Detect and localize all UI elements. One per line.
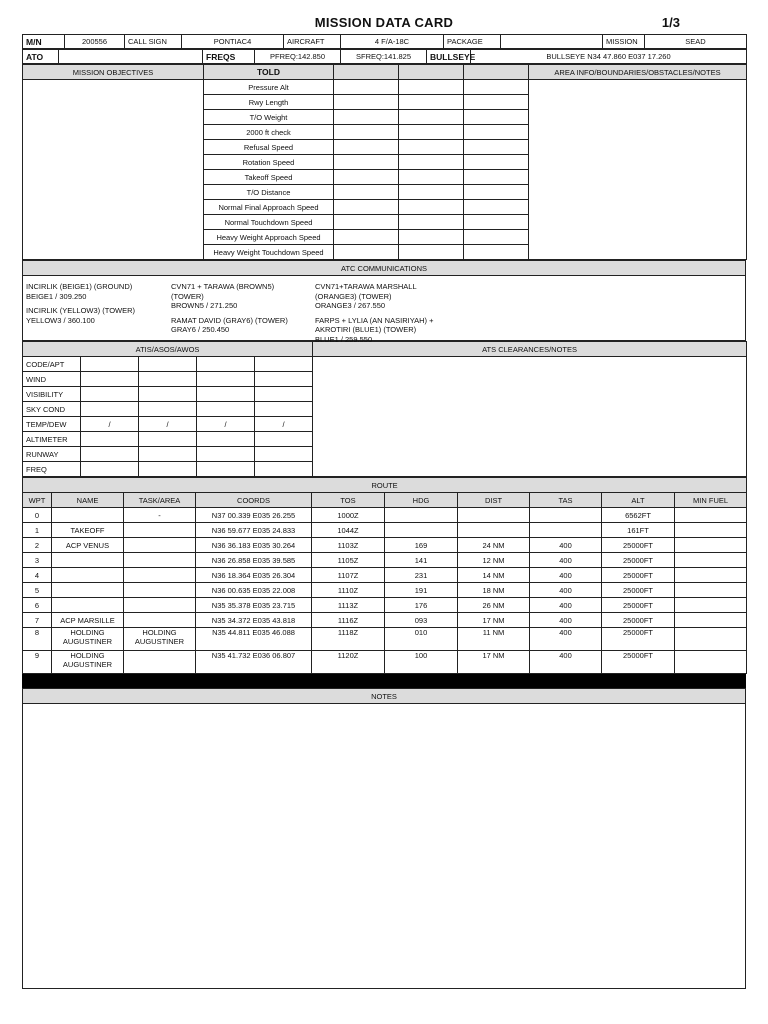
route-cell-alt[interactable]: 25000FT <box>602 583 675 598</box>
route-cell-fuel[interactable] <box>675 523 747 538</box>
route-cell-hdg[interactable]: 231 <box>385 568 458 583</box>
atc-communications <box>22 276 746 344</box>
told-value-cell[interactable] <box>464 140 529 155</box>
atc-header-table <box>22 260 746 276</box>
ato-label: ATO <box>23 50 59 64</box>
route-cell-coords[interactable]: N35 44.811 E035 46.088 <box>196 628 312 651</box>
atis-row-label: CODE/APT <box>23 357 81 372</box>
route-cell-alt[interactable]: 25000FT <box>602 553 675 568</box>
mission-objectives-area[interactable] <box>23 80 204 260</box>
atc-line: (ORANGE3) (TOWER) <box>315 291 392 301</box>
told-value-cell[interactable] <box>464 230 529 245</box>
route-cell-tas[interactable]: 400 <box>530 628 602 651</box>
told-value-cell[interactable] <box>334 185 399 200</box>
atis-row-label: FREQ <box>23 462 81 477</box>
route-column-header: NAME <box>52 493 124 508</box>
route-cell-hdg[interactable]: 100 <box>385 651 458 674</box>
atc-line: CVN71+TARAWA MARSHALL <box>315 282 417 291</box>
told-header-col <box>399 65 464 80</box>
callsign-value[interactable]: PONTIAC4 <box>182 35 284 49</box>
told-item-label: 2000 ft check <box>204 125 334 140</box>
atc-line: ORANGE3 / 267.550 <box>315 301 386 310</box>
route-cell-name[interactable] <box>52 553 124 568</box>
route-cell-coords[interactable]: N36 59.677 E035 24.833 <box>196 523 312 538</box>
route-cell-name[interactable]: HOLDING AUGUSTINER <box>52 651 124 674</box>
route-cell-hdg[interactable]: 176 <box>385 598 458 613</box>
told-value-cell[interactable] <box>399 230 464 245</box>
atis-value-cell[interactable] <box>139 432 197 447</box>
route-cell-dist[interactable]: 18 NM <box>458 583 530 598</box>
ats-header: ATS CLEARANCES/NOTES <box>313 342 747 357</box>
bullseye-label: BULLSEYE <box>427 50 471 64</box>
atis-row-label: VISIBILITY <box>23 387 81 402</box>
told-item-label: Normal Final Approach Speed <box>204 200 334 215</box>
told-value-cell[interactable] <box>399 245 464 260</box>
route-cell-tos[interactable]: 1120Z <box>312 651 385 674</box>
route-cell-task[interactable]: HOLDING AUGUSTINER <box>124 628 196 651</box>
route-cell-alt[interactable]: 25000FT <box>602 651 675 674</box>
route-row <box>23 628 747 651</box>
told-item-label: Takeoff Speed <box>204 170 334 185</box>
route-cell-hdg[interactable] <box>385 523 458 538</box>
told-item-label: Heavy Weight Touchdown Speed <box>204 245 334 260</box>
route-cell-task[interactable] <box>124 613 196 628</box>
told-value-cell[interactable] <box>399 80 464 95</box>
sfreq-value[interactable]: SFREQ:141.825 <box>341 50 427 64</box>
told-item-label: Rwy Length <box>204 95 334 110</box>
atis-row-label: SKY COND <box>23 402 81 417</box>
route-column-header: WPT <box>23 493 52 508</box>
route-cell-coords[interactable]: N35 34.372 E035 43.818 <box>196 613 312 628</box>
told-value-cell[interactable] <box>334 140 399 155</box>
route-cell-dist[interactable]: 24 NM <box>458 538 530 553</box>
told-item-label: Refusal Speed <box>204 140 334 155</box>
route-row <box>23 508 747 523</box>
route-cell-task[interactable]: - <box>124 508 196 523</box>
route-column-header: TOS <box>312 493 385 508</box>
atc-line: BLUE1 / 259.550 <box>315 334 373 344</box>
notes-header: NOTES <box>23 689 746 704</box>
told-value-cell[interactable] <box>464 170 529 185</box>
atc-column-2 <box>171 282 288 335</box>
route-cell-fuel[interactable] <box>675 568 747 583</box>
told-header-col <box>464 65 529 80</box>
atc-line: CVN71 + TARAWA (BROWN5) <box>171 282 275 291</box>
route-cell-name[interactable] <box>52 598 124 613</box>
atis-row <box>23 357 747 372</box>
route-row <box>23 553 747 568</box>
route-cell-fuel[interactable] <box>675 538 747 553</box>
mission-data-card <box>22 10 746 989</box>
route-cell-fuel[interactable] <box>675 553 747 568</box>
atis-value-cell[interactable] <box>197 432 255 447</box>
atc-header: ATC COMMUNICATIONS <box>23 261 746 276</box>
told-value-cell[interactable] <box>334 215 399 230</box>
atc-line: YELLOW3 / 360.100 <box>26 315 95 325</box>
route-cell-name[interactable]: ACP MARSILLE <box>52 613 124 628</box>
told-value-cell[interactable] <box>399 200 464 215</box>
told-value-cell[interactable] <box>334 245 399 260</box>
told-value-cell[interactable] <box>464 185 529 200</box>
notes-header-table <box>22 688 746 704</box>
aircraft-label: AIRCRAFT <box>284 35 341 49</box>
route-column-header: HDG <box>385 493 458 508</box>
atis-value-cell[interactable] <box>255 402 313 417</box>
atc-line: GRAY6 / 250.450 <box>171 325 230 334</box>
route-cell-task[interactable] <box>124 568 196 583</box>
atis-value-cell[interactable] <box>81 372 139 387</box>
atc-line: BROWN5 / 271.250 <box>171 301 238 310</box>
told-header-col <box>334 65 399 80</box>
pfreq-value[interactable]: PFREQ:142.850 <box>255 50 341 64</box>
atis-value-cell[interactable] <box>255 372 313 387</box>
route-cell-alt[interactable]: 161FT <box>602 523 675 538</box>
route-cell-task[interactable] <box>124 651 196 674</box>
atis-value-cell[interactable] <box>139 387 197 402</box>
told-value-cell[interactable] <box>464 125 529 140</box>
route-cell-tos[interactable]: 1044Z <box>312 523 385 538</box>
mission-info-table <box>22 34 747 49</box>
route-cell-coords[interactable]: N36 00.635 E035 22.008 <box>196 583 312 598</box>
atis-value-cell[interactable]: / <box>139 417 197 432</box>
atis-row-label: TEMP/DEW <box>23 417 81 432</box>
route-row <box>23 583 747 598</box>
route-header: ROUTE <box>23 478 747 493</box>
callsign-label: CALL SIGN <box>125 35 182 49</box>
atis-value-cell[interactable] <box>255 462 313 477</box>
route-cell-name[interactable]: ACP VENUS <box>52 538 124 553</box>
route-cell-hdg[interactable]: 093 <box>385 613 458 628</box>
mn-label: M/N <box>23 35 65 49</box>
route-cell-tas[interactable]: 400 <box>530 583 602 598</box>
told-value-cell[interactable] <box>464 215 529 230</box>
route-cell-wpt[interactable]: 6 <box>23 598 52 613</box>
route-cell-tas[interactable]: 400 <box>530 598 602 613</box>
atis-value-cell[interactable]: / <box>81 417 139 432</box>
package-value[interactable] <box>501 35 603 49</box>
route-cell-alt[interactable]: 25000FT <box>602 568 675 583</box>
route-cell-tos[interactable]: 1105Z <box>312 553 385 568</box>
told-value-cell[interactable] <box>334 125 399 140</box>
route-cell-name[interactable]: HOLDING AUGUSTINER <box>52 628 124 651</box>
told-value-cell[interactable] <box>399 140 464 155</box>
atis-value-cell[interactable] <box>197 357 255 372</box>
route-row <box>23 651 747 674</box>
atc-column-3 <box>315 282 434 344</box>
atc-line: (TOWER) <box>171 291 204 301</box>
told-value-cell[interactable] <box>334 155 399 170</box>
route-cell-hdg[interactable]: 010 <box>385 628 458 651</box>
route-cell-dist[interactable] <box>458 523 530 538</box>
route-cell-tas[interactable] <box>530 523 602 538</box>
told-value-cell[interactable] <box>334 95 399 110</box>
route-cell-hdg[interactable] <box>385 508 458 523</box>
route-row <box>23 523 747 538</box>
told-value-cell[interactable] <box>334 200 399 215</box>
route-cell-wpt[interactable]: 3 <box>23 553 52 568</box>
told-row <box>23 80 747 95</box>
route-cell-wpt[interactable]: 8 <box>23 628 52 651</box>
route-column-header: DIST <box>458 493 530 508</box>
route-cell-dist[interactable] <box>458 508 530 523</box>
route-cell-dist[interactable]: 12 NM <box>458 553 530 568</box>
ats-clearances-area[interactable] <box>313 357 747 477</box>
atis-value-cell[interactable] <box>197 387 255 402</box>
atis-value-cell[interactable] <box>255 387 313 402</box>
route-column-header: TAS <box>530 493 602 508</box>
notes-area[interactable] <box>22 704 746 989</box>
told-item-label: Normal Touchdown Speed <box>204 215 334 230</box>
told-value-cell[interactable] <box>399 185 464 200</box>
route-cell-task[interactable] <box>124 553 196 568</box>
told-value-cell[interactable] <box>464 95 529 110</box>
atis-value-cell[interactable] <box>81 462 139 477</box>
atis-row-label: ALTIMETER <box>23 432 81 447</box>
route-cell-fuel[interactable] <box>675 613 747 628</box>
route-cell-fuel[interactable] <box>675 651 747 674</box>
told-value-cell[interactable] <box>399 215 464 230</box>
route-cell-tos[interactable]: 1000Z <box>312 508 385 523</box>
route-cell-tos[interactable]: 1113Z <box>312 598 385 613</box>
route-cell-tas[interactable]: 400 <box>530 568 602 583</box>
route-cell-wpt[interactable]: 5 <box>23 583 52 598</box>
mission-label: MISSION <box>603 35 645 49</box>
route-cell-hdg[interactable]: 141 <box>385 553 458 568</box>
bullseye-value[interactable]: BULLSEYE N34 47.860 E037 17.260 <box>471 50 747 64</box>
route-cell-alt[interactable]: 25000FT <box>602 628 675 651</box>
route-cell-name[interactable]: TAKEOFF <box>52 523 124 538</box>
route-cell-task[interactable] <box>124 583 196 598</box>
atc-line: INCIRLIK (YELLOW3) (TOWER) <box>26 306 136 315</box>
route-row <box>23 568 747 583</box>
title-row <box>22 10 746 34</box>
route-cell-task[interactable] <box>124 523 196 538</box>
atc-line: FARPS + LYLIA (AN NASIRIYAH) + <box>315 315 434 325</box>
route-cell-dist[interactable]: 14 NM <box>458 568 530 583</box>
route-cell-name[interactable] <box>52 508 124 523</box>
route-cell-fuel[interactable] <box>675 628 747 651</box>
atc-line: RAMAT DAVID (GRAY6) (TOWER) <box>171 315 288 325</box>
route-column-header: COORDS <box>196 493 312 508</box>
route-row <box>23 613 747 628</box>
atis-value-cell[interactable] <box>139 372 197 387</box>
route-cell-fuel[interactable] <box>675 583 747 598</box>
route-cell-dist[interactable]: 17 NM <box>458 613 530 628</box>
route-cell-tas[interactable]: 400 <box>530 613 602 628</box>
divider-bar <box>22 674 746 688</box>
route-cell-wpt[interactable]: 9 <box>23 651 52 674</box>
ato-value[interactable] <box>59 50 203 64</box>
told-value-cell[interactable] <box>464 245 529 260</box>
route-cell-wpt[interactable]: 1 <box>23 523 52 538</box>
route-cell-wpt[interactable]: 7 <box>23 613 52 628</box>
told-value-cell[interactable] <box>334 110 399 125</box>
route-cell-alt[interactable]: 25000FT <box>602 613 675 628</box>
route-cell-tas[interactable] <box>530 508 602 523</box>
atis-value-cell[interactable] <box>81 432 139 447</box>
route-column-header: TASK/AREA <box>124 493 196 508</box>
told-item-label: Pressure Alt <box>204 80 334 95</box>
told-header: TOLD <box>204 65 334 80</box>
told-value-cell[interactable] <box>464 110 529 125</box>
atis-row-label: WIND <box>23 372 81 387</box>
page-title: MISSION DATA CARD <box>314 15 454 30</box>
told-value-cell[interactable] <box>464 80 529 95</box>
route-table <box>22 477 747 674</box>
atis-value-cell[interactable] <box>139 462 197 477</box>
route-cell-tas[interactable]: 400 <box>530 538 602 553</box>
atis-value-cell[interactable] <box>81 402 139 417</box>
route-cell-task[interactable] <box>124 538 196 553</box>
atc-line: INCIRLIK (BEIGE1) (GROUND) <box>26 282 133 291</box>
mission-objectives-header: MISSION OBJECTIVES <box>23 65 204 80</box>
told-value-cell[interactable] <box>399 125 464 140</box>
route-cell-name[interactable] <box>52 583 124 598</box>
atis-value-cell[interactable] <box>81 447 139 462</box>
atis-value-cell[interactable]: / <box>255 417 313 432</box>
told-item-label: Heavy Weight Approach Speed <box>204 230 334 245</box>
mission-value[interactable]: SEAD <box>645 35 747 49</box>
atis-value-cell[interactable] <box>197 372 255 387</box>
route-cell-wpt[interactable]: 2 <box>23 538 52 553</box>
route-column-header: MIN FUEL <box>675 493 747 508</box>
route-cell-tos[interactable]: 1110Z <box>312 583 385 598</box>
told-value-cell[interactable] <box>399 95 464 110</box>
atc-line: BEIGE1 / 309.250 <box>26 291 87 301</box>
route-row <box>23 598 747 613</box>
route-cell-coords[interactable]: N36 26.858 E035 39.585 <box>196 553 312 568</box>
aircraft-value[interactable]: 4 F/A-18C <box>341 35 444 49</box>
area-info-header: AREA INFO/BOUNDARIES/OBSTACLES/NOTES <box>529 65 747 80</box>
told-value-cell[interactable] <box>399 110 464 125</box>
route-cell-hdg[interactable]: 191 <box>385 583 458 598</box>
atis-value-cell[interactable] <box>255 357 313 372</box>
route-cell-alt[interactable]: 6562FT <box>602 508 675 523</box>
route-cell-tos[interactable]: 1107Z <box>312 568 385 583</box>
route-cell-fuel[interactable] <box>675 598 747 613</box>
route-cell-coords[interactable]: N37 00.339 E035 26.255 <box>196 508 312 523</box>
mn-value[interactable]: 200556 <box>65 35 125 49</box>
atis-value-cell[interactable] <box>197 447 255 462</box>
told-item-label: T/O Weight <box>204 110 334 125</box>
route-cell-tos[interactable]: 1116Z <box>312 613 385 628</box>
told-item-label: Rotation Speed <box>204 155 334 170</box>
route-cell-tas[interactable]: 400 <box>530 553 602 568</box>
atc-line: AKROTIRI (BLUE1) (TOWER) <box>315 325 417 334</box>
route-cell-tos[interactable]: 1103Z <box>312 538 385 553</box>
atis-value-cell[interactable] <box>139 357 197 372</box>
route-cell-fuel[interactable] <box>675 508 747 523</box>
atis-value-cell[interactable] <box>139 402 197 417</box>
page-number: 1/3 <box>661 15 680 30</box>
route-cell-wpt[interactable]: 4 <box>23 568 52 583</box>
route-cell-coords[interactable]: N36 18.364 E035 26.304 <box>196 568 312 583</box>
route-cell-hdg[interactable]: 169 <box>385 538 458 553</box>
told-value-cell[interactable] <box>399 170 464 185</box>
route-cell-tos[interactable]: 1118Z <box>312 628 385 651</box>
area-info-area[interactable] <box>529 80 747 260</box>
route-cell-wpt[interactable]: 0 <box>23 508 52 523</box>
told-value-cell[interactable] <box>399 155 464 170</box>
atis-value-cell[interactable] <box>81 357 139 372</box>
route-cell-coords[interactable]: N35 41.732 E036 06.807 <box>196 651 312 674</box>
atis-row-label: RUNWAY <box>23 447 81 462</box>
told-value-cell[interactable] <box>464 200 529 215</box>
atc-column-1 <box>26 282 135 325</box>
told-value-cell[interactable] <box>334 170 399 185</box>
route-cell-coords[interactable]: N36 36.183 E035 30.264 <box>196 538 312 553</box>
route-cell-task[interactable] <box>124 598 196 613</box>
route-cell-alt[interactable]: 25000FT <box>602 538 675 553</box>
atis-table <box>22 341 747 477</box>
told-value-cell[interactable] <box>334 230 399 245</box>
atis-header: ATIS/ASOS/AWOS <box>23 342 313 357</box>
atis-value-cell[interactable] <box>255 432 313 447</box>
route-column-header: ALT <box>602 493 675 508</box>
atis-value-cell[interactable]: / <box>197 417 255 432</box>
package-label: PACKAGE <box>444 35 501 49</box>
freqs-label: FREQS <box>203 50 255 64</box>
freqs-table <box>22 49 747 64</box>
told-item-label: T/O Distance <box>204 185 334 200</box>
told-value-cell[interactable] <box>334 80 399 95</box>
route-cell-coords[interactable]: N35 35.378 E035 23.715 <box>196 598 312 613</box>
told-value-cell[interactable] <box>464 155 529 170</box>
atis-value-cell[interactable] <box>255 447 313 462</box>
atis-value-cell[interactable] <box>81 387 139 402</box>
route-cell-name[interactable] <box>52 568 124 583</box>
atis-value-cell[interactable] <box>197 402 255 417</box>
route-cell-tas[interactable]: 400 <box>530 651 602 674</box>
route-cell-dist[interactable]: 17 NM <box>458 651 530 674</box>
route-cell-alt[interactable]: 25000FT <box>602 598 675 613</box>
route-cell-dist[interactable]: 26 NM <box>458 598 530 613</box>
told-table <box>22 64 747 260</box>
route-cell-dist[interactable]: 11 NM <box>458 628 530 651</box>
route-row <box>23 538 747 553</box>
atis-value-cell[interactable] <box>139 447 197 462</box>
atis-value-cell[interactable] <box>197 462 255 477</box>
